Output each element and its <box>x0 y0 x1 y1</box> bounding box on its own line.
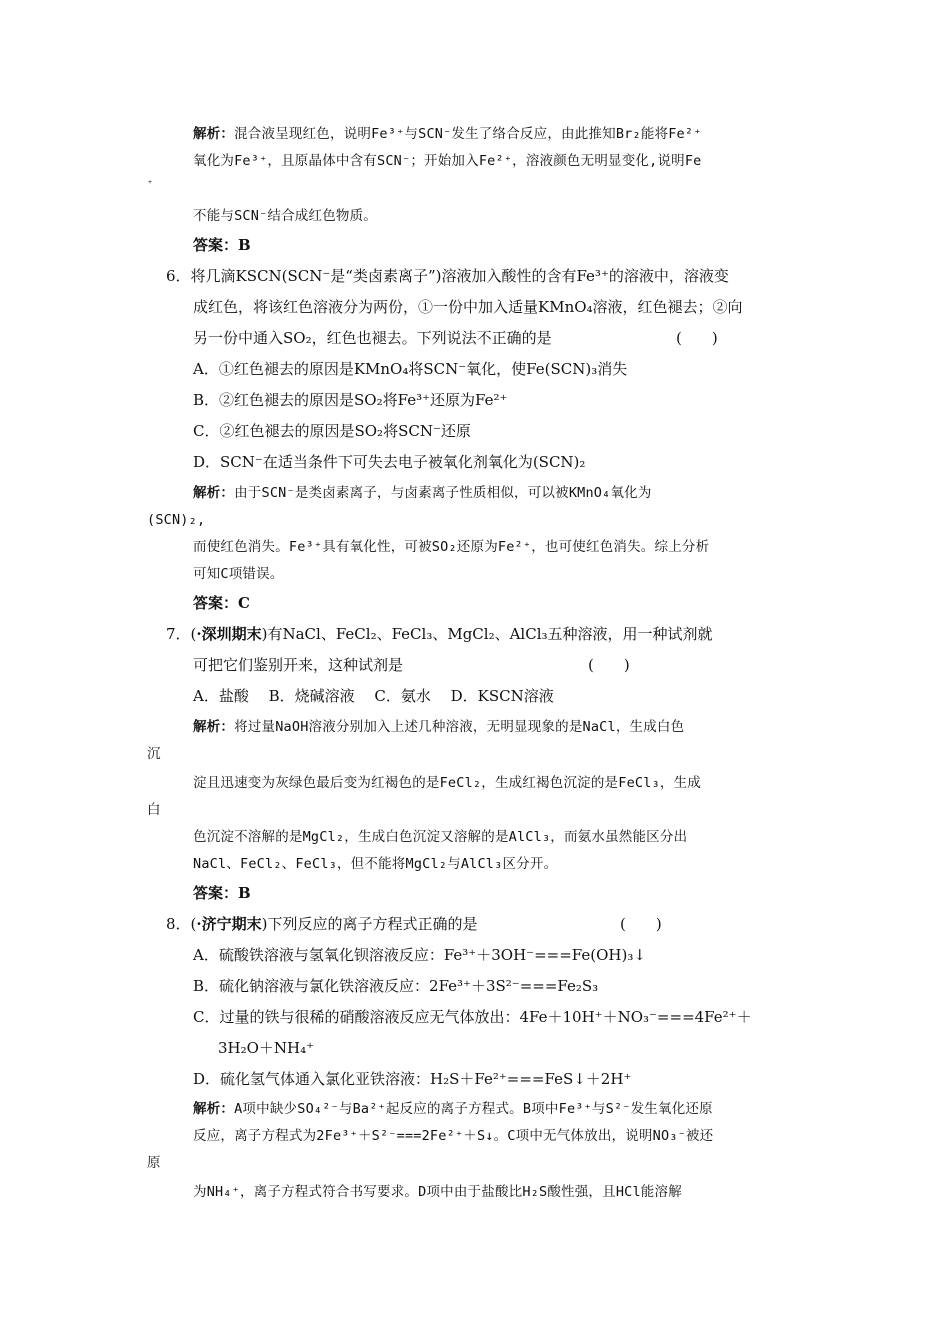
analysis-label: 解析： <box>193 485 235 501</box>
q6-stem-line-2: 成红色，将该红色溶液分为两份，①一份中加入适量KMnO₄溶液，红色褪去；②向 <box>193 298 743 316</box>
q7-stem-line-2: 可把它们鉴别开来，这种试剂是 <box>193 656 404 674</box>
q8-analysis-line-2-wrap: 原 <box>147 1155 161 1171</box>
analysis-5-line-1: 解析：混合液呈现红色，说明Fe³⁺与SCN⁻发生了络合反应，由此推知Br₂能将Fe²⁺ <box>193 126 702 142</box>
q6-option-d: D．SCN⁻在适当条件下可失去电子被氧化剂氧化为(SCN)₂ <box>193 453 586 471</box>
q7-analysis-line-4: NaCl、FeCl₂、FeCl₃，但不能将MgCl₂与AlCl₃区分开。 <box>193 856 558 872</box>
q8-stem-line-1: 8．(·济宁期末)下列反应的离子方程式正确的是 <box>166 915 478 933</box>
q8-option-b: B．硫化钠溶液与氯化铁溶液反应：2Fe³⁺＋3S²⁻===Fe₂S₃ <box>193 977 599 995</box>
q8-option-a: A．硫酸铁溶液与氢氧化钡溶液反应：Fe³⁺＋3OH⁻===Fe(OH)₃↓ <box>193 946 646 964</box>
q7-options: A．盐酸 B．烧碱溶液 C．氨水 D．KSCN溶液 <box>193 687 554 705</box>
analysis-label: 解析： <box>193 1101 235 1117</box>
q8-option-d: D．硫化氢气体通入氯化亚铁溶液：H₂S＋Fe²⁺===FeS↓＋2H⁺ <box>193 1070 632 1088</box>
q7-analysis-line-3: 色沉淀不溶解的是MgCl₂，生成白色沉淀又溶解的是AlCl₃，而氨水虽然能区分出 <box>193 829 688 845</box>
q6-option-a: A．①红色褪去的原因是KMnO₄将SCN⁻氧化，使Fe(SCN)₃消失 <box>193 360 628 378</box>
q7-stem-line-1: 7．(·深圳期末)有NaCl、FeCl₂、FeCl₃、MgCl₂、AlCl₃五种溶液，用一种试剂就 <box>166 625 713 643</box>
q8-analysis-line-3: 为NH₄⁺，离子方程式符合书写要求。D项中由于盐酸比H₂S酸性强，且HCl能溶解 <box>193 1184 682 1200</box>
analysis-5-line-2: 氧化为Fe³⁺，且原晶体中含有SCN⁻；开始加入Fe²⁺，溶液颜色无明显变化,说明Fe <box>193 153 702 169</box>
q8-answer-bracket: ( ) <box>620 915 662 933</box>
q6-analysis-line-2: 而使红色消失。Fe³⁺具有氧化性，可被SO₂还原为Fe²⁺，也可使红色消失。综上分析 <box>193 539 710 555</box>
q6-answer-bracket: ( ) <box>676 329 718 347</box>
q6-option-c: C．②红色褪去的原因是SO₂将SCN⁻还原 <box>193 422 471 440</box>
q7-analysis-line-1: 解析：将过量NaOH溶液分别加入上述几种溶液，无明显现象的是NaCl，生成白色 <box>193 719 685 735</box>
q6-stem-line-1: 6．将几滴KSCN(SCN⁻是“类卤素离子”)溶液加入酸性的含有Fe³⁺的溶液中，溶液变 <box>166 267 729 285</box>
q7-source: ·深圳期末 <box>196 625 262 643</box>
analysis-5-line-3: 不能与SCN⁻结合成红色物质。 <box>193 208 378 224</box>
q8-option-c-line-1: C．过量的铁与很稀的硝酸溶液反应无气体放出：4Fe＋10H⁺＋NO₃⁻===4Fe²⁺＋ <box>193 1008 752 1026</box>
q7-analysis-line-2: 淀且迅速变为灰绿色最后变为红褐色的是FeCl₂，生成红褐色沉淀的是FeCl₃，生成 <box>193 775 701 791</box>
q6-analysis-line-1-wrap: (SCN)₂, <box>147 512 206 528</box>
answer-7: 答案：B <box>193 884 251 902</box>
q7-answer-bracket: ( ) <box>588 656 630 674</box>
answer-6: 答案：C <box>193 594 250 612</box>
q7-analysis-line-2-wrap: 白 <box>147 802 161 818</box>
q6-stem-line-3: 另一份中通入SO₂，红色也褪去。下列说法不正确的是 <box>193 329 552 347</box>
q8-option-c-line-2: 3H₂O＋NH₄⁺ <box>218 1039 315 1057</box>
q6-option-b: B．②红色褪去的原因是SO₂将Fe³⁺还原为Fe²⁺ <box>193 391 508 409</box>
analysis-label: 解析： <box>193 126 235 142</box>
q8-analysis-line-1: 解析：A项中缺少SO₄²⁻与Ba²⁺起反应的离子方程式。B项中Fe³⁺与S²⁻发生氧化还原 <box>193 1101 713 1117</box>
analysis-5-line-2-wrap: ⁺ <box>147 179 154 190</box>
q8-source: ·济宁期末 <box>196 915 262 933</box>
q8-analysis-line-2: 反应，离子方程式为2Fe³⁺＋S²⁻===2Fe²⁺＋S↓。C项中无气体放出，说明NO₃⁻被还 <box>193 1128 714 1144</box>
analysis-label: 解析： <box>193 719 235 735</box>
q6-analysis-line-3: 可知C项错误。 <box>193 566 284 582</box>
answer-5: 答案：B <box>193 236 251 254</box>
q6-analysis-line-1: 解析：由于SCN⁻是类卤素离子，与卤素离子性质相似，可以被KMnO₄氧化为 <box>193 485 652 501</box>
q7-analysis-line-1-wrap: 沉 <box>147 746 161 762</box>
